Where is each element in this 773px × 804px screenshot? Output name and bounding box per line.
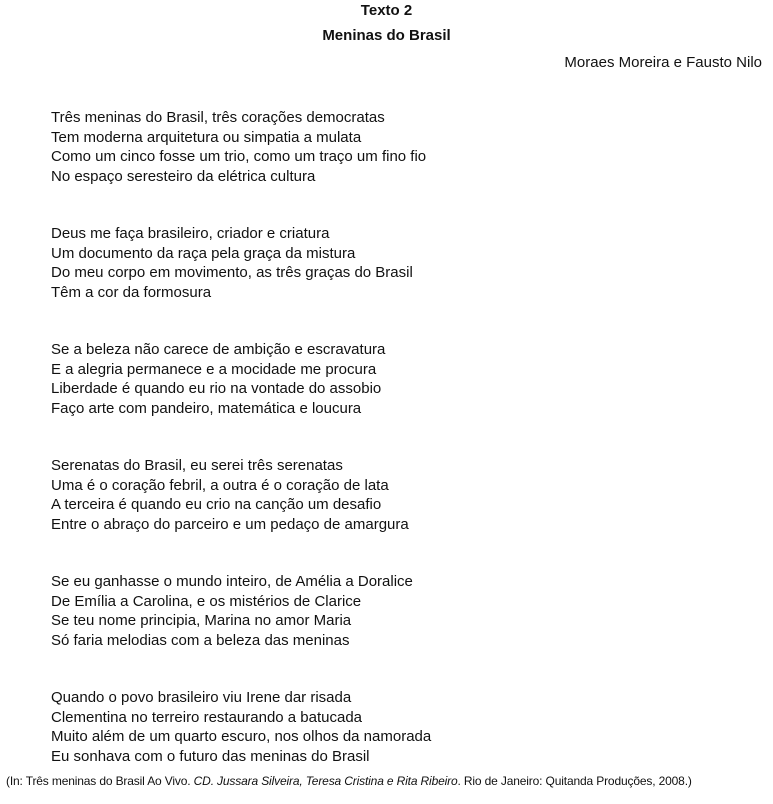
verse-line: Muito além de um quarto escuro, nos olhos da namorada: [51, 728, 432, 745]
source-prefix: (In: Três meninas do Brasil Ao Vivo.: [6, 774, 194, 788]
verse-line: Um documento da raça pela graça da mistura: [51, 244, 356, 262]
stanza-5: [51, 572, 431, 650]
verse-line: Se eu ganhasse o mundo inteiro, de Amélia a Doralice: [51, 573, 413, 590]
verse-line: A terceira é quando eu crio na canção um desafio: [51, 496, 382, 513]
verse-line: Se teu nome principia, Marina no amor Maria: [51, 612, 352, 629]
verse-line: Eu sonhava com o futuro das meninas do Brasil: [51, 747, 370, 765]
source-citation: [6, 774, 692, 788]
verse-line: No espaço seresteiro da elétrica cultura: [51, 167, 316, 185]
text-label: Texto 2: [360, 2, 413, 19]
verse-line: Se a beleza não carece de ambição e escravatura: [51, 341, 386, 358]
song-authors: Moraes Moreira e Fausto Nilo: [564, 54, 762, 71]
verse-line: Três meninas do Brasil, três corações democratas: [51, 109, 385, 126]
verse-line: Têm a cor da formosura: [51, 283, 212, 301]
lyrics: [51, 108, 431, 804]
verse-line: Clementina no terreiro restaurando a batucada: [51, 708, 363, 726]
verse-line: Como um cinco fosse um trio, como um traço um fino fio: [51, 148, 427, 165]
source-suffix: . Rio de Janeiro: Quitanda Produções, 2008.): [457, 774, 692, 788]
verse-line: Tem moderna arquitetura ou simpatia a mulata: [51, 128, 362, 146]
verse-line: De Emília a Carolina, e os mistérios de Clarice: [51, 592, 362, 610]
stanza-6: [51, 688, 431, 766]
verse-line: Entre o abraço do parceiro e um pedaço de amargura: [51, 515, 409, 533]
song-title: Meninas do Brasil: [322, 27, 451, 44]
verse-line: Deus me faça brasileiro, criador e criatura: [51, 225, 330, 242]
stanza-3: [51, 340, 431, 418]
verse-line: Do meu corpo em movimento, as três graças do Brasil: [51, 264, 413, 281]
verse-line: Uma é o coração febril, a outra é o coração de lata: [51, 476, 389, 494]
verse-line: Serenatas do Brasil, eu serei três serenatas: [51, 457, 343, 474]
verse-line: E a alegria permanece e a mocidade me procura: [51, 360, 377, 378]
stanza-1: [51, 108, 431, 186]
verse-line: Quando o povo brasileiro viu Irene dar risada: [51, 689, 352, 706]
stanza-2: [51, 224, 431, 302]
verse-line: Faço arte com pandeiro, matemática e loucura: [51, 399, 362, 417]
verse-line: Liberdade é quando eu rio na vontade do assobio: [51, 380, 382, 397]
stanza-4: [51, 456, 431, 534]
verse-line: Só faria melodias com a beleza das meninas: [51, 631, 350, 649]
source-italic: CD. Jussara Silveira, Teresa Cristina e Rita Ribeiro: [193, 774, 458, 788]
